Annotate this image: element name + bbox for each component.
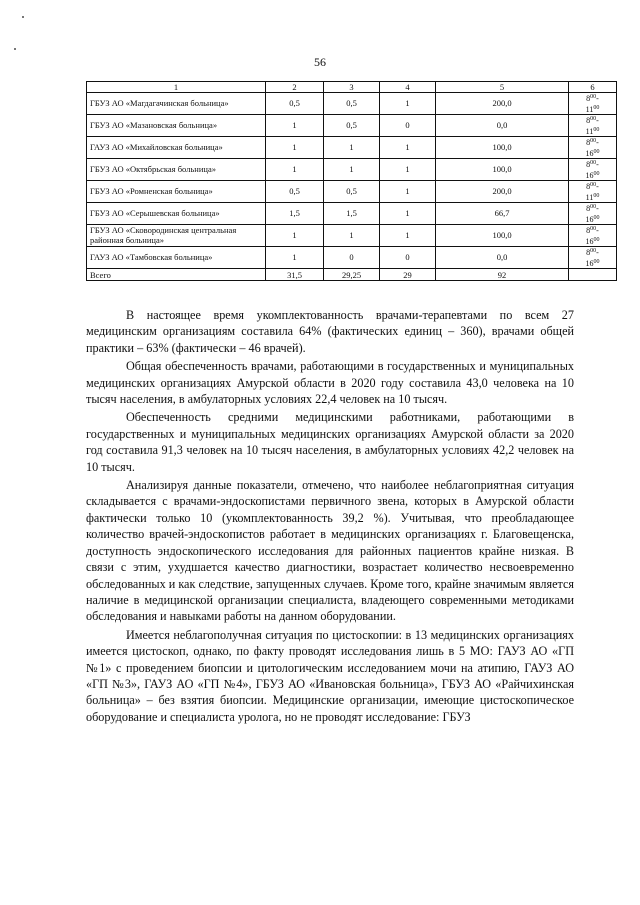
hours-from-minutes: 00: [590, 94, 597, 100]
value-cell: 1: [266, 247, 324, 269]
facility-name-cell: ГБУЗ АО «Ромненская больница»: [87, 181, 266, 203]
value-cell: 1: [380, 181, 436, 203]
facility-name-cell: ГБУЗ АО «Мазановская больница»: [87, 115, 266, 137]
hours-from-minutes: 00: [590, 138, 597, 144]
document-body: [86, 307, 574, 727]
value-cell: 1,5: [324, 203, 380, 225]
facility-name-cell: ГБУЗ АО «Сковородинская центральная районная больница»: [87, 225, 266, 247]
percent-cell: 100,0: [436, 225, 569, 247]
percent-cell: 200,0: [436, 181, 569, 203]
hours-from-minutes: 00: [590, 160, 597, 166]
percent-cell: 100,0: [436, 137, 569, 159]
working-hours-cell: $8^{00}-$ $11^{00}$: [569, 181, 617, 203]
hours-to-minutes: 00: [593, 192, 600, 199]
percent-cell: 100,0: [436, 159, 569, 181]
column-header: 5: [436, 82, 569, 93]
value-cell: 0: [324, 247, 380, 269]
hours-to: 11: [585, 126, 594, 136]
value-cell: 1: [380, 137, 436, 159]
total-value-cell: 31,5: [266, 269, 324, 281]
value-cell: 0,5: [266, 93, 324, 115]
hours-to: 11: [585, 104, 594, 114]
hours-from-minutes: 00: [590, 204, 597, 210]
hours-to-minutes: 00: [593, 214, 600, 221]
value-cell: 0,5: [266, 181, 324, 203]
column-header: 2: [266, 82, 324, 93]
value-cell: 0,5: [324, 181, 380, 203]
value-cell: 1: [324, 159, 380, 181]
value-cell: 1: [380, 93, 436, 115]
table-row: [87, 137, 617, 159]
table-row: [87, 159, 617, 181]
hours-to: 16: [585, 214, 594, 224]
table-body: [87, 93, 617, 281]
column-header: 3: [324, 82, 380, 93]
facility-name-cell: ГАУЗ АО «Михайловская больница»: [87, 137, 266, 159]
total-value-cell: 29: [380, 269, 436, 281]
hours-from: 8: [586, 94, 591, 103]
value-cell: 0,5: [324, 115, 380, 137]
hours-to: 16: [585, 148, 594, 158]
percent-cell: 200,0: [436, 93, 569, 115]
facility-name-cell: ГБУЗ АО «Магдагачинская больница»: [87, 93, 266, 115]
hours-to-minutes: 00: [593, 126, 600, 133]
hours-to-minutes: 00: [593, 170, 600, 177]
value-cell: 0: [380, 247, 436, 269]
value-cell: 1: [324, 137, 380, 159]
hours-from: 8: [586, 204, 591, 213]
table-header-row: [87, 82, 617, 93]
table-row: [87, 247, 617, 269]
working-hours-cell: $8^{00}-$ $16^{00}$: [569, 159, 617, 181]
hours-to-minutes: 00: [593, 258, 600, 265]
paragraph: В настоящее время укомплектованность врачами-терапевтами по всем 27 медицинским организациям составила 64% (фактических единиц – 360), врачами общей практики – 63% (фактически – 46 врачей).: [86, 308, 574, 355]
percent-cell: 66,7: [436, 203, 569, 225]
table-row: [87, 203, 617, 225]
column-header: 1: [87, 82, 266, 93]
hours-from: 8: [586, 248, 591, 257]
value-cell: 0: [380, 115, 436, 137]
value-cell: 1: [324, 225, 380, 247]
hours-from-minutes: 00: [590, 226, 597, 232]
value-cell: 1: [266, 115, 324, 137]
hours-from-minutes: 00: [590, 248, 597, 254]
table-row: [87, 115, 617, 137]
hours-to-minutes: 00: [593, 104, 600, 111]
working-hours-cell: $8^{00}-$ $11^{00}$: [569, 93, 617, 115]
total-value-cell: 29,25: [324, 269, 380, 281]
facility-name-cell: ГАУЗ АО «Тамбовская больница»: [87, 247, 266, 269]
percent-cell: 0,0: [436, 247, 569, 269]
working-hours-cell: $8^{00}-$ $16^{00}$: [569, 203, 617, 225]
total-value-cell: 92: [436, 269, 569, 281]
paragraph: Анализируя данные показатели, отмечено, что наиболее неблагоприятная ситуация складывается с врачами-эндоскопистами первичного звена, которых в Амурской области фактически только 10 (укомплектованность 39,2 %). Учитывая, что преобладающее количество врачей-эндоскопистов работает в медицинских организациях г. Благовещенска, доступность эндоскопического исследования для районных пациентов крайне низкая. В связи с этим, ухудшается качество диагностики, возрастает количество несвоевременно обследованных и как следствие, запущенных случаев. Кроме того, крайне значимым является наличие в медицинской организации специалиста, владеющего современными методиками обследования и навыками работы на данном оборудовании.: [86, 478, 574, 624]
page-number: 56: [314, 55, 326, 69]
paragraph: Имеется неблагополучная ситуация по цистоскопии: в 13 медицинских организациях имеется цистоскоп, однако, по факту проводят исследования лишь в 5 МО: ГАУЗ АО «ГП №1» с проведением биопсии и цитологическим исследованием мочи на атипию, ГАУЗ АО «ГП №3», ГАУЗ АО «ГП №4», ГБУЗ АО «Ивановская больница», ГБУЗ АО «Райчихинская больница» – без взятия биопсии. Медицинские организации, имеющие цистоскопическое оборудование и специалиста уролога, но не проводят исследование: ГБУЗ: [86, 627, 574, 724]
hours-from-minutes: 00: [590, 116, 597, 122]
hours-from: 8: [586, 116, 591, 125]
value-cell: 1: [380, 203, 436, 225]
value-cell: 1: [380, 159, 436, 181]
working-hours-cell: $8^{00}-$ $11^{00}$: [569, 115, 617, 137]
hours-to: 16: [585, 258, 594, 268]
hours-from: 8: [586, 182, 591, 191]
total-value-cell: [569, 269, 617, 281]
hours-from: 8: [586, 160, 591, 169]
working-hours-cell: $8^{00}-$ $16^{00}$: [569, 137, 617, 159]
value-cell: 1: [266, 225, 324, 247]
facility-name-cell: ГБУЗ АО «Октябрьская больница»: [87, 159, 266, 181]
scan-speck: [14, 48, 16, 50]
percent-cell: 0,0: [436, 115, 569, 137]
hours-to-minutes: 00: [593, 236, 600, 243]
table-row: [87, 225, 617, 247]
hours-to: 11: [585, 192, 594, 202]
value-cell: 1: [380, 225, 436, 247]
hours-to-minutes: 00: [593, 148, 600, 155]
table-total-row: [87, 269, 617, 281]
facility-name-cell: ГБУЗ АО «Серышевская больница»: [87, 203, 266, 225]
hours-from: 8: [586, 226, 591, 235]
table-row: [87, 181, 617, 203]
table-row: [87, 93, 617, 115]
hours-from: 8: [586, 138, 591, 147]
column-header: 4: [380, 82, 436, 93]
value-cell: 1: [266, 137, 324, 159]
total-label-cell: Всего: [87, 269, 266, 281]
scan-speck: [22, 16, 24, 18]
paragraph: Обеспеченность средними медицинскими работниками, работающими в государственных и муниципальных медицинских организациях Амурской области за 2020 год составила 91,3 человек на 10 тысяч населения, в амбулаторных условиях 42,2 человек на 10 тысяч.: [86, 410, 574, 474]
column-header: 6: [569, 82, 617, 93]
hours-to: 16: [585, 170, 594, 180]
paragraph: Общая обеспеченность врачами, работающими в государственных и муниципальных медицинских организациях Амурской области в 2020 году составила 43,0 человека на 10 тысяч населения, в амбулаторных условиях 22,4 человек на 10 тысяч.: [86, 359, 574, 407]
value-cell: 1: [266, 159, 324, 181]
value-cell: 0,5: [324, 93, 380, 115]
staffing-table: [86, 81, 617, 281]
working-hours-cell: $8^{00}-$ $16^{00}$: [569, 247, 617, 269]
value-cell: 1,5: [266, 203, 324, 225]
hours-to: 16: [585, 236, 594, 246]
working-hours-cell: $8^{00}-$ $16^{00}$: [569, 225, 617, 247]
hours-from-minutes: 00: [590, 182, 597, 188]
